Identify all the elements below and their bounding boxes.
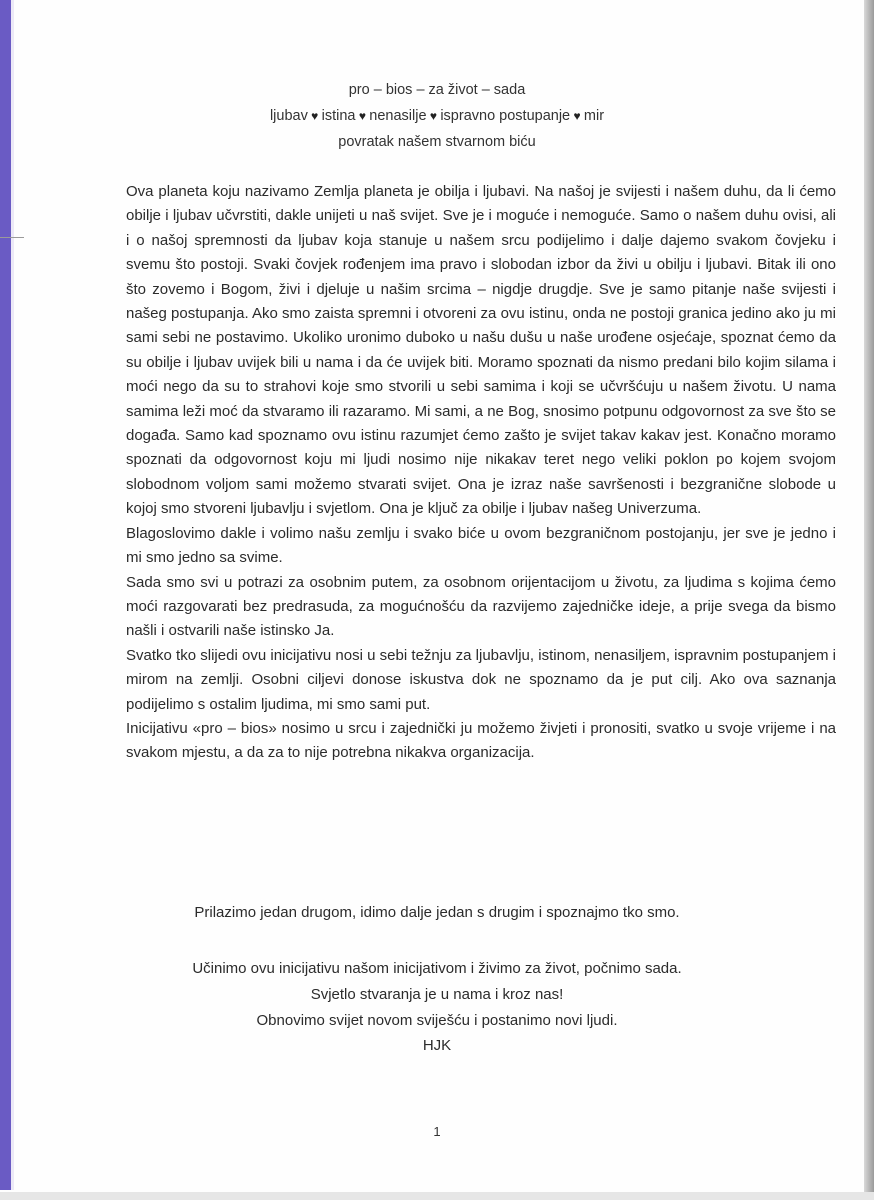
heart-icon: ♥ <box>426 109 441 123</box>
value-peace: mir <box>583 108 605 124</box>
value-love: ljubav <box>269 108 308 124</box>
value-right-conduct: ispravno postupanje <box>440 108 571 124</box>
values-line <box>0 108 874 124</box>
closing-line: Učinimo ovu inicijativu našom inicijativom i živimo za život, počnimo sada. <box>192 960 682 977</box>
value-truth: istina <box>321 108 356 124</box>
values-list <box>270 108 604 124</box>
paragraph: Sada smo svi u potrazi za osobnim putem, za osobnom orijentacijom u životu, za ljudima s kojima ćemo moći razgovarati bez predrasuda, za mogućnošću da razvijemo zajedničke ideje, a prije svega da bismo našli i ostvarili naše istinsko Ja. <box>126 573 836 640</box>
paragraph: Blagoslovimo dakle i volimo našu zemlju i svako biće u ovom bezgraničnom postojanju, jer sve je jedno i mi smo jedno sa svime. <box>126 524 836 567</box>
heart-icon: ♥ <box>355 109 370 123</box>
closing-line: Obnovimo svijet novom sviješću i postanimo novi ljudi. <box>256 1012 618 1029</box>
paragraph: Inicijativu «pro – bios» nosimo u srcu i zajednički ju možemo živjeti i pronositi, svatko u svoje vrijeme i na svakom mjestu, a da za to nije potrebna nikakva organizacija. <box>126 719 836 762</box>
scan-bottom-edge <box>0 1192 874 1200</box>
closing-line: Prilazimo jedan drugom, idimo dalje jedan s drugim i spoznajmo tko smo. <box>194 904 680 921</box>
paragraph: Ova planeta koju nazivamo Zemlja planeta je obilja i ljubavi. Na našoj je svijesti i našem duhu, da li ćemo obilje i ljubav učvrstiti, dakle unijeti u naš svijet. Sve je i moguće i nemoguće. Samo o našem duhu ovisi, ali i o našoj spremnosti da ljubav koja stanuje u našem srcu podijelimo i dalje dajemo svakom čovjeku i svemu što postoji. Svaki čovjek rođenjem ima pravo i slobodan izbor da živi u obilju i ljubavi. Bitak ili ono što zovemo i Bogom, živi i djeluje u našim srcima – nigdje drugdje. Sve je samo pitanje naše svijesti i našeg postupanja. Ako smo zaista spremni i otvoreni za ovu istinu, onda ne postoji granica jedino ako ju mi sami sebi ne postavimo. Ukoliko uronimo duboko u našu dušu u naše urođene osjećaje, spoznat ćemo da su obilje i ljubav uvijek bili u nama i da će uvijek biti. Moramo spoznati da nismo predani bilo kojim silama i moći nego da su to strahovi koje smo stvorili u sebi samima i koji se učvršćuju u našem životu. U nama samima leži moć da stvaramo ili razaramo. Mi sami, a ne Bog, snosimo potpunu odgovornost za sve što se događa. Samo kad spoznamo ovu istinu razumjet ćemo zašto je svijet takav kakav jest. Konačno moramo spoznati da odgovornost koju mi ljudi nosimo nije nikakav teret nego veliki poklon po kojem svojom slobodnom voljom sami možemo stvarati svijet. Ona je izraz naše savršenosti i bezgranične slobode u kojoj smo stvoreni ljubavlju i svjetlom. Ona je ključ za obilje i ljubav našeg Univerzuma. <box>126 183 836 518</box>
document-title: pro – bios – za život – sada <box>348 82 526 98</box>
heart-icon: ♥ <box>307 109 322 123</box>
margin-mark <box>0 237 24 238</box>
paragraph: Svatko tko slijedi ovu inicijativu nosi u sebi težnju za ljubavlju, istinom, nenasiljem, ispravnim postupanjem i mirom na zemlji. Osobni ciljevi donose iskustva dok ne spoznamo da je put cilj. Ako ova saznanja podijelimo s ostalim ljudima, mi smo sami put. <box>126 646 836 713</box>
value-nonviolence: nenasilje <box>369 108 427 124</box>
page-number: 1 <box>433 1124 441 1139</box>
signature: HJK <box>422 1037 452 1054</box>
document-subtitle: povratak našem stvarnom biću <box>338 134 536 150</box>
body-text <box>126 180 836 766</box>
heart-icon: ♥ <box>570 109 584 123</box>
closing-line: Svjetlo stvaranja je u nama i kroz nas! <box>310 986 564 1003</box>
